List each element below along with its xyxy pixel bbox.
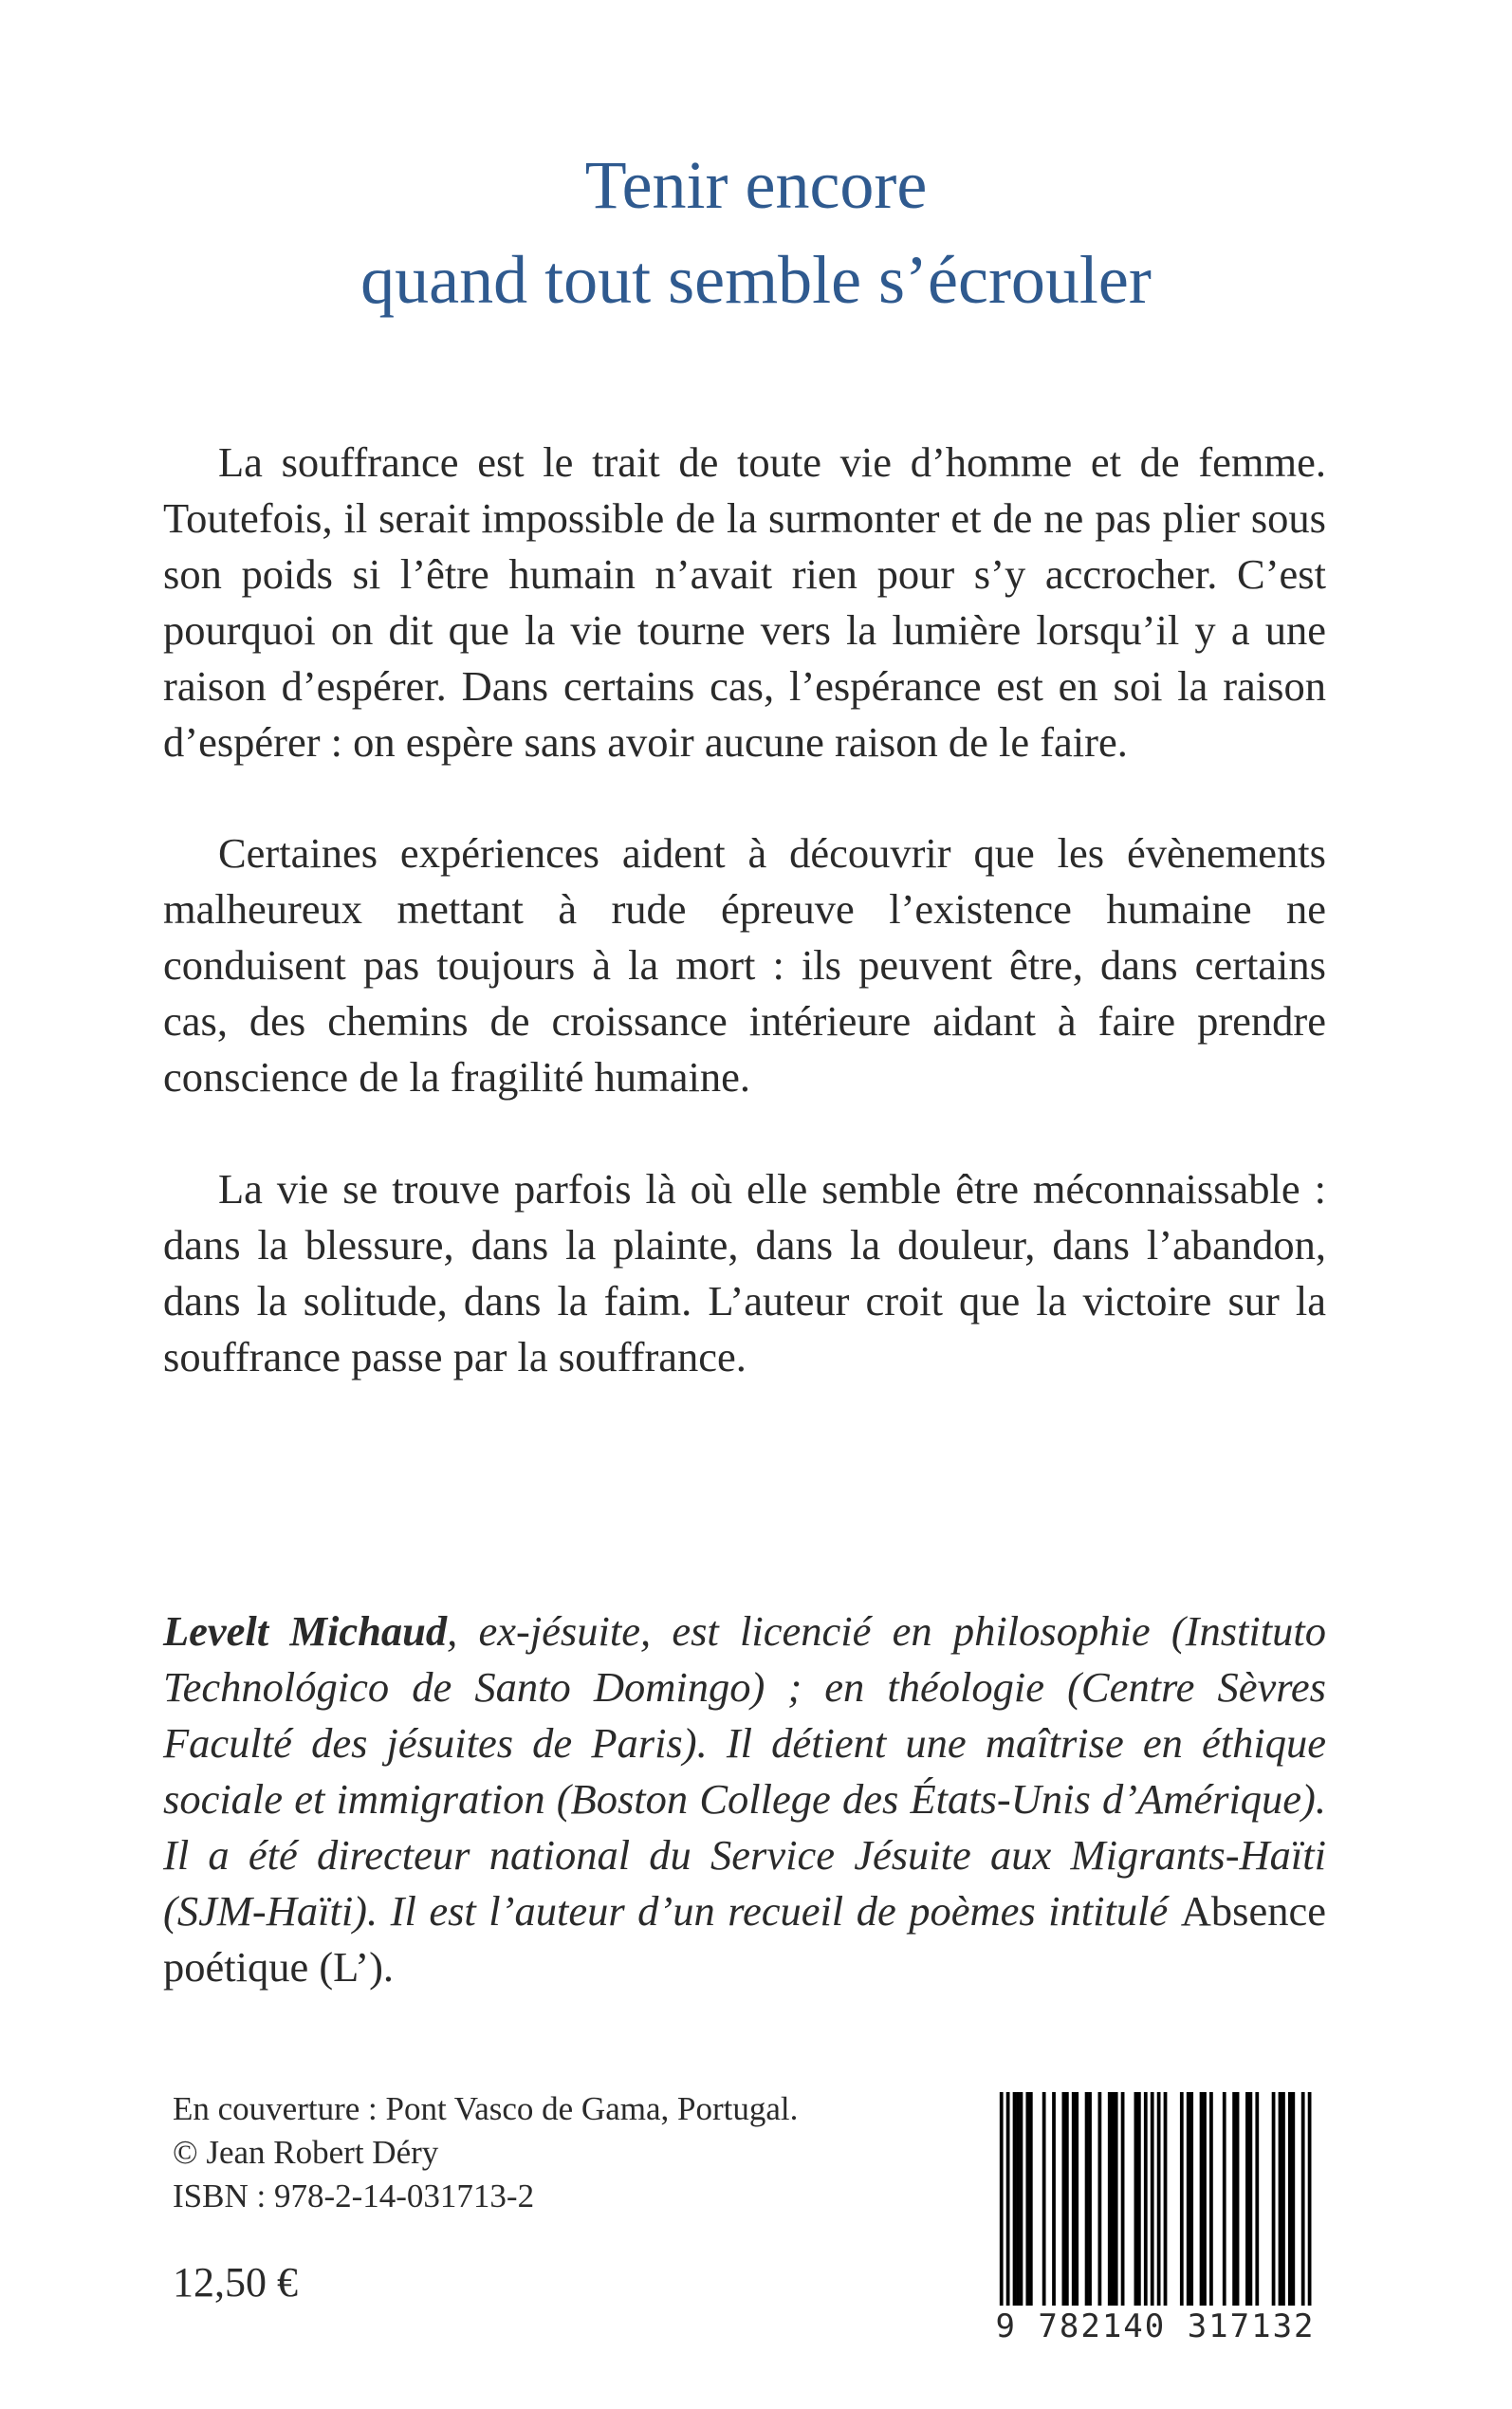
- barcode-bar: [1137, 2092, 1141, 2306]
- cover-credit: En couverture : Pont Vasco de Gama, Portugal.: [173, 2090, 799, 2127]
- title-line-2: quand tout semble s’écrouler: [360, 242, 1152, 318]
- barcode-bar: [1000, 2092, 1004, 2306]
- barcode-bar: [1029, 2092, 1033, 2306]
- book-title: [0, 138, 1512, 327]
- paragraph-text: Certaines expériences aident à découvrir que les évènements malheureux mettant à rude épreuve l’existence humaine ne conduisent pas toujours à la mort : ils peuvent être, dans certains cas, des chemins de croissance intérieure aidant à faire prendre conscience de la fragilité humaine.: [163, 829, 1326, 1101]
- barcode-bar: [1249, 2092, 1253, 2306]
- barcode-bar: [1020, 2092, 1023, 2306]
- author-bio: [163, 1603, 1326, 1995]
- barcode-bar: [1052, 2092, 1056, 2306]
- barcode-bar: [1062, 2092, 1066, 2306]
- barcode-bar: [1016, 2092, 1020, 2306]
- barcode-bar: [1144, 2092, 1148, 2306]
- barcode-bar: [1189, 2092, 1193, 2306]
- barcode-bar: [1232, 2092, 1236, 2306]
- barcode-bar: [1115, 2092, 1118, 2306]
- barcode-bar: [1255, 2092, 1259, 2306]
- barcode-bar: [1072, 2092, 1076, 2306]
- barcode-bar: [1013, 2092, 1017, 2306]
- barcode-bar: [1308, 2092, 1312, 2306]
- barcode-bar: [1272, 2092, 1276, 2306]
- barcode-bar: [1236, 2092, 1240, 2306]
- barcode-bar: [1288, 2092, 1292, 2306]
- barcode-bar: [1180, 2092, 1184, 2306]
- barcode-bar: [1065, 2092, 1069, 2306]
- barcode-bar: [1157, 2092, 1161, 2306]
- blurb-paragraph-2: [163, 825, 1326, 1105]
- isbn: ISBN : 978-2-14-031713-2: [173, 2177, 535, 2214]
- barcode-bar: [1279, 2092, 1282, 2306]
- barcode-bar: [1025, 2092, 1029, 2306]
- barcode-bar: [1200, 2092, 1204, 2306]
- barcode-bar: [1006, 2092, 1010, 2306]
- blurb-paragraph-1: [163, 435, 1326, 770]
- barcode-bar: [1111, 2092, 1115, 2306]
- paragraph-text: La vie se trouve parfois là où elle semble être méconnaissable : dans la blessure, dans la plainte, dans la douleur, dans l’abandon, dans la solitude, dans la faim. L’auteur croit que la victoire sur la souffrance passe par la souffrance.: [163, 1165, 1326, 1381]
- barcode-bar: [1291, 2092, 1295, 2306]
- barcode-bar: [1085, 2092, 1089, 2306]
- barcode-bars: [986, 2092, 1324, 2306]
- barcode-bar: [1187, 2092, 1190, 2306]
- barcode-bar: [1301, 2092, 1305, 2306]
- barcode-bar: [1223, 2092, 1226, 2306]
- barcode-bar: [1245, 2092, 1249, 2306]
- book-reference: Absence poétique (L’).: [163, 1887, 1326, 1991]
- credits-block: [173, 2087, 798, 2218]
- price: 12,50 €: [173, 2259, 298, 2306]
- barcode-bar: [1075, 2092, 1079, 2306]
- barcode-bar: [1042, 2092, 1046, 2306]
- barcode-bar: [1164, 2092, 1168, 2306]
- photo-credit: © Jean Robert Déry: [173, 2134, 439, 2171]
- barcode-bar: [1151, 2092, 1154, 2306]
- barcode-bar: [1282, 2092, 1285, 2306]
- barcode-bar: [1088, 2092, 1092, 2306]
- blurb-paragraph-3: [163, 1161, 1326, 1385]
- barcode-bar: [1108, 2092, 1112, 2306]
- barcode-bar: [1209, 2092, 1213, 2306]
- paragraph-text: La souffrance est le trait de toute vie d’homme et de femme. Toutefois, il serait impossible de la surmonter et de ne pas plier sous son poids si l’être humain n’avait rien pour s’y accrocher. C’est pourquoi on dit que la vie tourne vers la lumière lorsqu’il y a une raison d’espérer. Dans certains cas, l’espérance est en soi la raison d’espérer : on espère sans avoir aucune raison de le faire.: [163, 438, 1326, 766]
- barcode-bar: [1121, 2092, 1125, 2306]
- author-name: Levelt Michaud: [163, 1607, 448, 1655]
- bio-text: , ex-jésuite, est licencié en philosophie (Instituto Technológico de Santo Domingo) ; en théologie (Centre Sèvres Faculté des jésuites de Paris). Il détient une maîtrise en éthique sociale et immigration (Boston College des États-Unis d’Amérique). Il a été directeur national du Service Jésuite aux Migrants-Haïti (SJM-Haïti). Il est l’auteur d’un recueil de poèmes intitulé: [163, 1607, 1326, 1935]
- barcode-bar: [1098, 2092, 1102, 2306]
- title-line-1: Tenir encore: [584, 147, 928, 223]
- barcode-bar: [1203, 2092, 1207, 2306]
- barcode-digits: 9 782140 317132: [986, 2307, 1324, 2345]
- barcode-bar: [1134, 2092, 1138, 2306]
